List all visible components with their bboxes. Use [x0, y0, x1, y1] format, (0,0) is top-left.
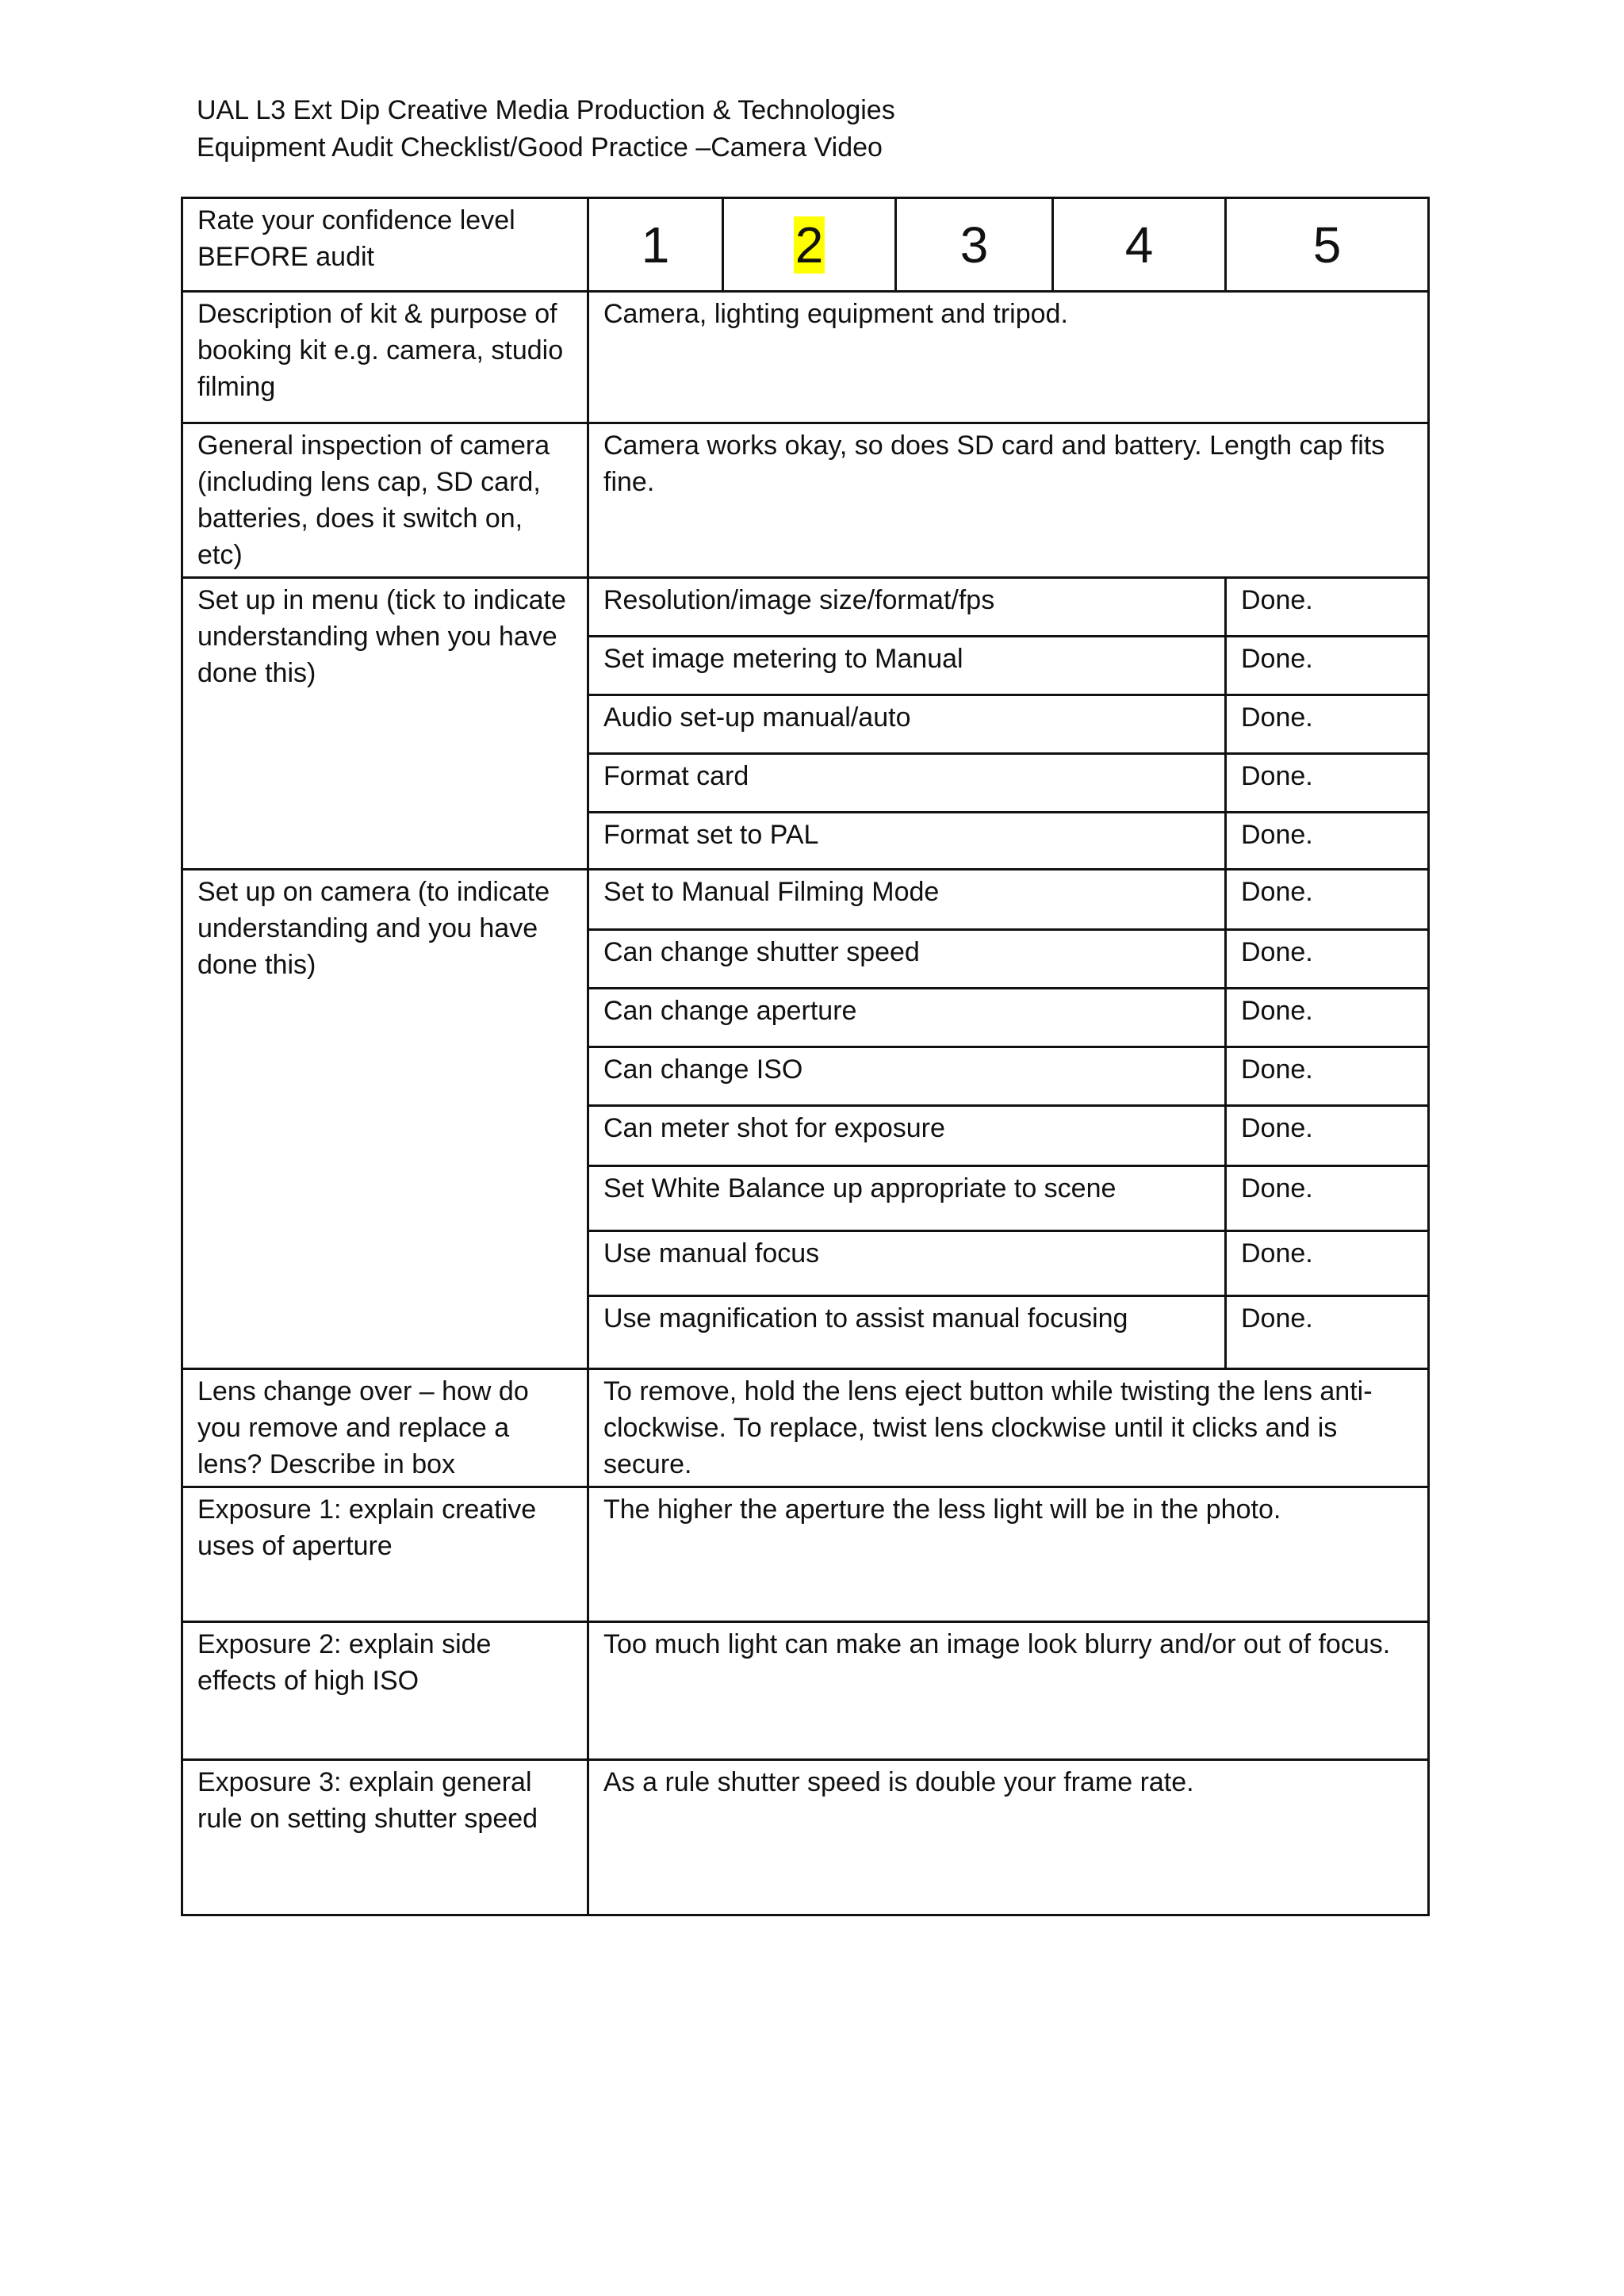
confidence-label: Rate your confidence level BEFORE audit	[182, 198, 588, 292]
exposure3-answer[interactable]: As a rule shutter speed is double your frame rate.	[588, 1760, 1429, 1915]
menu-status[interactable]: Done.	[1226, 695, 1429, 754]
camera-status[interactable]: Done.	[1226, 870, 1429, 930]
lens-change-row	[182, 1369, 1429, 1487]
menu-task: Resolution/image size/format/fps	[588, 578, 1226, 637]
camera-setup-question: Set up on camera (to indicate understanding and you have done this)	[182, 870, 588, 1369]
inspection-row	[182, 423, 1429, 578]
checklist-title: Equipment Audit Checklist/Good Practice –Camera Video	[197, 132, 883, 163]
camera-task: Use magnification to assist manual focusing	[588, 1296, 1226, 1369]
camera-status[interactable]: Done.	[1226, 989, 1429, 1047]
lens-change-question: Lens change over – how do you remove and replace a lens? Describe in box	[182, 1369, 588, 1487]
exposure1-question: Exposure 1: explain creative uses of aperture	[182, 1487, 588, 1622]
menu-item-row	[182, 578, 1429, 637]
rating-5[interactable]: 5	[1226, 198, 1429, 292]
rating-4[interactable]: 4	[1053, 198, 1226, 292]
camera-task: Set White Balance up appropriate to scene	[588, 1166, 1226, 1231]
exposure3-question: Exposure 3: explain general rule on setting shutter speed	[182, 1760, 588, 1915]
camera-status[interactable]: Done.	[1226, 1166, 1429, 1231]
camera-status[interactable]: Done.	[1226, 1296, 1429, 1369]
description-row	[182, 292, 1429, 423]
camera-task: Can change aperture	[588, 989, 1226, 1047]
exposure2-question: Exposure 2: explain side effects of high ISO	[182, 1622, 588, 1760]
menu-task: Format card	[588, 754, 1226, 813]
rating-2-selected[interactable]: 2	[723, 198, 896, 292]
inspection-question: General inspection of camera (including lens cap, SD card, batteries, does it switch on, etc)	[182, 423, 588, 578]
menu-setup-question: Set up in menu (tick to indicate understanding when you have done this)	[182, 578, 588, 870]
course-title: UAL L3 Ext Dip Creative Media Production & Technologies	[197, 95, 895, 125]
audit-table	[181, 197, 1430, 1916]
exposure1-answer[interactable]: The higher the aperture the less light will be in the photo.	[588, 1487, 1429, 1622]
rating-1[interactable]: 1	[588, 198, 723, 292]
camera-status[interactable]: Done.	[1226, 1231, 1429, 1296]
description-question: Description of kit & purpose of booking kit e.g. camera, studio filming	[182, 292, 588, 423]
exposure1-row	[182, 1487, 1429, 1622]
menu-task: Format set to PAL	[588, 813, 1226, 870]
menu-task: Set image metering to Manual	[588, 637, 1226, 695]
inspection-answer[interactable]: Camera works okay, so does SD card and battery. Length cap fits fine.	[588, 423, 1429, 578]
camera-task: Use manual focus	[588, 1231, 1226, 1296]
camera-task: Can meter shot for exposure	[588, 1106, 1226, 1166]
document-header	[197, 92, 895, 166]
camera-task: Can change ISO	[588, 1047, 1226, 1106]
exposure3-row	[182, 1760, 1429, 1915]
camera-task: Set to Manual Filming Mode	[588, 870, 1226, 930]
camera-status[interactable]: Done.	[1226, 930, 1429, 989]
menu-status[interactable]: Done.	[1226, 578, 1429, 637]
exposure2-row	[182, 1622, 1429, 1760]
camera-task: Can change shutter speed	[588, 930, 1226, 989]
menu-status[interactable]: Done.	[1226, 813, 1429, 870]
rating-3[interactable]: 3	[896, 198, 1053, 292]
description-answer[interactable]: Camera, lighting equipment and tripod.	[588, 292, 1429, 423]
menu-status[interactable]: Done.	[1226, 754, 1429, 813]
camera-status[interactable]: Done.	[1226, 1047, 1429, 1106]
exposure2-answer[interactable]: Too much light can make an image look blurry and/or out of focus.	[588, 1622, 1429, 1760]
lens-change-answer[interactable]: To remove, hold the lens eject button while twisting the lens anti-clockwise. To replace, twist lens clockwise until it clicks and is secure.	[588, 1369, 1429, 1487]
camera-item-row	[182, 870, 1429, 930]
confidence-row	[182, 198, 1429, 292]
menu-task: Audio set-up manual/auto	[588, 695, 1226, 754]
camera-status[interactable]: Done.	[1226, 1106, 1429, 1166]
menu-status[interactable]: Done.	[1226, 637, 1429, 695]
